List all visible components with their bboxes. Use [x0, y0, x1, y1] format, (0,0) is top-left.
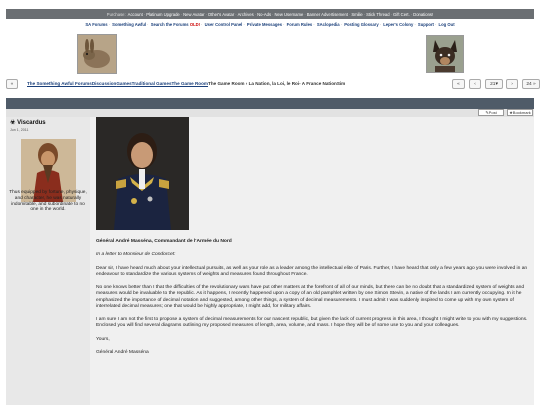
post-intro: In a letter to Monsieur de Condorcet:: [96, 252, 176, 258]
post-image-portrait: [96, 117, 189, 230]
nav-link-forum-rules[interactable]: Forum Rules: [286, 22, 313, 27]
purchase-link-gift-cert[interactable]: Gift Cert.: [393, 11, 410, 17]
breadcrumb: [27, 81, 345, 86]
purchase-link-account[interactable]: Account: [127, 11, 143, 17]
username-text[interactable]: Viscardus: [17, 120, 46, 126]
nav-link-log-out[interactable]: Log Out: [438, 22, 455, 27]
forum-logo-dog: [426, 35, 464, 73]
current-page: 21: [490, 81, 496, 87]
thread-header-bar: [6, 98, 534, 109]
post-signature: Général André Masséna: [96, 349, 149, 355]
post-text: [96, 239, 528, 363]
purchase-link-new-avatar[interactable]: New Avatar: [183, 11, 205, 17]
post-button[interactable]: [478, 109, 504, 116]
bookmark-button[interactable]: [507, 109, 533, 116]
post-paragraph-3: I am sure I am not the first to propose a system of decimal measurements for our nascent republic, but given the lack of current progress in this area, I thought I might write to you with my suggestions. Enclosed you will find several diagrams outlining my proposed measures of length, area, volume, and mass. I hope they will be of some use to you and your colleagues.: [96, 317, 528, 329]
purchase-link-smilie[interactable]: Smilie: [351, 11, 363, 17]
purchase-link-no-ads[interactable]: No-Ads: [257, 11, 272, 17]
post-button-label: Post: [488, 110, 497, 115]
bookmark-icon: ★: [509, 110, 513, 115]
nav-link-sa-forums[interactable]: SA Forums: [85, 22, 108, 27]
purchase-link-banner[interactable]: Banner Advertisement: [306, 11, 348, 17]
nav-link-search[interactable]: Search the Forums: [150, 22, 189, 27]
nav-link-glossary[interactable]: Posting Glossary: [344, 22, 379, 27]
nav-bar: SA Forums· Something Awful· Search the Forums OLD!· User Control Panel· Private Messages· Forum Rules· SAclopedia· Posting Glossary· Leper's Colony· Support· Log Out: [85, 22, 455, 27]
bookmark-button-label: Bookmark: [512, 110, 531, 115]
post-paragraph-2: No one knows better than I that the difficulties of the revolutionary wars have put other matters at the forefront of all of our minds, but there can be no doubt that a standardized system of weights and measures would be invaluable to the republic. As it happens, I recently happened upon a copy of an old pamphlet written by one Simon Stevin, a native of the lands I am currently occupying. In it he emphasized the importance of decimal notation and suggested, among other things, a system of decimal measurements. I must admit I was suddenly inspired to come up with my own system of interrelated decimal measures; one that would be highly appropriate, I might add, for military affairs.: [96, 285, 525, 309]
post-buttons-bar: [6, 109, 534, 117]
breadcrumb-link-games[interactable]: Games: [116, 81, 132, 86]
purchase-link-stick-thread[interactable]: Stick Thread: [366, 11, 390, 17]
back-button[interactable]: «: [6, 79, 18, 89]
next-page-button[interactable]: ›: [506, 79, 518, 89]
breadcrumb-link-discussion[interactable]: Discussion: [91, 81, 117, 86]
breadcrumb-link-traditional-games[interactable]: Traditional Games: [131, 81, 172, 86]
nav-link-saclopedia[interactable]: SAclopedia: [316, 22, 340, 27]
page-select[interactable]: [485, 79, 503, 89]
post-heading: Général André Masséna, Commandant de l'Armée du Nord: [96, 239, 232, 244]
prev-page-button[interactable]: ‹: [469, 79, 481, 89]
nav-link-private-messages[interactable]: Private Messages: [246, 22, 283, 27]
chevron-down-icon: ▾: [495, 81, 498, 87]
thread-title: The Game Room › La Nation, la Loi, le Roi- A France NationSim: [208, 81, 346, 86]
purchase-link-donations[interactable]: Donations!: [413, 11, 434, 17]
purchase-link-platinum[interactable]: Platinum Upgrade: [146, 11, 180, 17]
breadcrumb-bar: [6, 78, 534, 91]
user-sidebar: [6, 117, 90, 405]
nav-link-user-cp[interactable]: User Control Panel: [204, 22, 243, 27]
username[interactable]: [10, 119, 46, 126]
purchase-bar: Purchase: Account · Platinum Upgrade · New Avatar · Other's Avatar · Archives · No-Ads · New Username · Banner Advertisement · Smilie · Stick Thread · Gift Cert. · Donations!: [6, 9, 534, 19]
purchase-link-others-avatar[interactable]: Other's Avatar: [207, 11, 235, 17]
breadcrumb-link-game-room[interactable]: The Game Room: [171, 81, 209, 86]
breadcrumb-link-forums[interactable]: The Something Awful Forums: [27, 81, 92, 86]
post-closing: Yours,: [96, 336, 110, 342]
nav-link-support[interactable]: Support: [417, 22, 434, 27]
post-body: [90, 117, 534, 405]
post-icon: ✎: [485, 110, 489, 115]
first-page-button[interactable]: «: [452, 79, 465, 89]
join-date: Jun 1, 2011: [10, 128, 29, 132]
purchase-label: Purchase:: [106, 11, 126, 17]
purchase-link-new-username[interactable]: New Username: [274, 11, 304, 17]
nav-link-old-badge: OLD!: [189, 22, 201, 27]
user-icon: ☣: [10, 120, 16, 126]
last-page-button[interactable]: 24 »: [522, 79, 540, 89]
post-paragraph-1: Dear sir, I have heard much about your intellectual pursuits, as well as your role as a leader among the intellectual elite of Paris. Further, I have heard that only a few years ago you were involved in an endeavour to standardize the various systems of weights and measures found throughout France.: [96, 265, 528, 277]
purchase-link-archives[interactable]: Archives: [237, 11, 254, 17]
nav-link-something-awful[interactable]: Something Awful: [112, 22, 147, 27]
nav-link-lepers-colony[interactable]: Leper's Colony: [383, 22, 414, 27]
forum-logo-rabbit: [77, 34, 117, 74]
user-title: Thus equipped by fortune, physique, and character, he was naturally indomitable, and subordinate to no one in the world.: [9, 190, 87, 213]
